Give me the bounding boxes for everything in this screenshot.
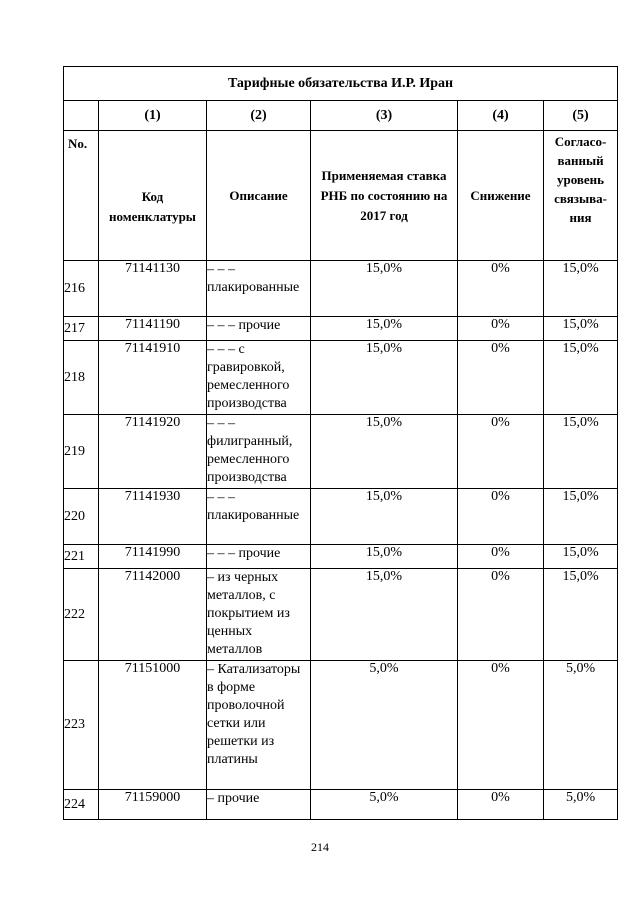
row-applied-rate: 15,0% [311,341,458,415]
row-description: – – – с гравировкой, ремесленного производства [207,341,311,415]
row-applied-rate: 15,0% [311,489,458,545]
row-number: 224 [64,790,99,820]
row-description: – – – прочие [207,317,311,341]
row-bound-rate: 15,0% [544,545,618,569]
row-description: – – – плакированные [207,489,311,545]
table-row [64,317,618,341]
row-description: – прочие [207,790,311,820]
row-bound-rate: 15,0% [544,569,618,661]
table-row [64,489,618,545]
tariff-table [63,66,618,820]
page-number: 214 [311,840,329,854]
column-number: (2) [207,101,311,131]
row-bound-rate: 15,0% [544,317,618,341]
row-description: – – – прочие [207,545,311,569]
row-number: 222 [64,569,99,661]
header-reduction: Снижение [458,131,544,261]
row-applied-rate: 15,0% [311,415,458,489]
row-description: – Катализаторы в форме проволочной сетки или решетки из платины [207,661,311,790]
row-applied-rate: 15,0% [311,317,458,341]
row-applied-rate: 5,0% [311,661,458,790]
row-number: 217 [64,317,99,341]
row-code: 71141930 [99,489,207,545]
row-description: – – – плакированные [207,261,311,317]
row-description: – – – филигранный, ремесленного производства [207,415,311,489]
header-bound-rate: Согласо- ванный уровень связыва- ния [544,131,618,261]
row-reduction: 0% [458,261,544,317]
row-number: 216 [64,261,99,317]
table-row [64,415,618,489]
column-number: (1) [99,101,207,131]
row-reduction: 0% [458,545,544,569]
row-bound-rate: 15,0% [544,489,618,545]
row-code: 71159000 [99,790,207,820]
table-row [64,261,618,317]
row-reduction: 0% [458,317,544,341]
column-header-row [64,131,618,261]
row-bound-rate: 5,0% [544,790,618,820]
column-number-blank [64,101,99,131]
row-bound-rate: 15,0% [544,341,618,415]
header-code: Код номенклатуры [99,131,207,261]
row-reduction: 0% [458,790,544,820]
row-code: 71141130 [99,261,207,317]
column-number: (5) [544,101,618,131]
column-number-row [64,101,618,131]
row-description: – из черных металлов, с покрытием из ценных металлов [207,569,311,661]
table-row [64,569,618,661]
row-code: 71141910 [99,341,207,415]
row-number: 221 [64,545,99,569]
table-title-row [64,67,618,101]
row-number: 223 [64,661,99,790]
row-applied-rate: 15,0% [311,261,458,317]
row-code: 71151000 [99,661,207,790]
table-row [64,545,618,569]
row-reduction: 0% [458,661,544,790]
row-number: 220 [64,489,99,545]
row-bound-rate: 5,0% [544,661,618,790]
table-row [64,661,618,790]
row-number: 219 [64,415,99,489]
header-applied-rate: Применяемая ставка РНБ по состоянию на 2017 год [311,131,458,261]
column-number: (4) [458,101,544,131]
row-bound-rate: 15,0% [544,261,618,317]
row-applied-rate: 5,0% [311,790,458,820]
row-applied-rate: 15,0% [311,569,458,661]
row-code: 71141920 [99,415,207,489]
row-reduction: 0% [458,341,544,415]
column-number: (3) [311,101,458,131]
row-number: 218 [64,341,99,415]
row-reduction: 0% [458,569,544,661]
header-no: No. [64,131,99,261]
table-row [64,341,618,415]
row-reduction: 0% [458,415,544,489]
table-body [64,261,618,820]
row-applied-rate: 15,0% [311,545,458,569]
table-row [64,790,618,820]
row-reduction: 0% [458,489,544,545]
row-code: 71141190 [99,317,207,341]
row-code: 71142000 [99,569,207,661]
row-bound-rate: 15,0% [544,415,618,489]
row-code: 71141990 [99,545,207,569]
table-title: Тарифные обязательства И.Р. Иран [64,67,618,101]
header-description: Описание [207,131,311,261]
